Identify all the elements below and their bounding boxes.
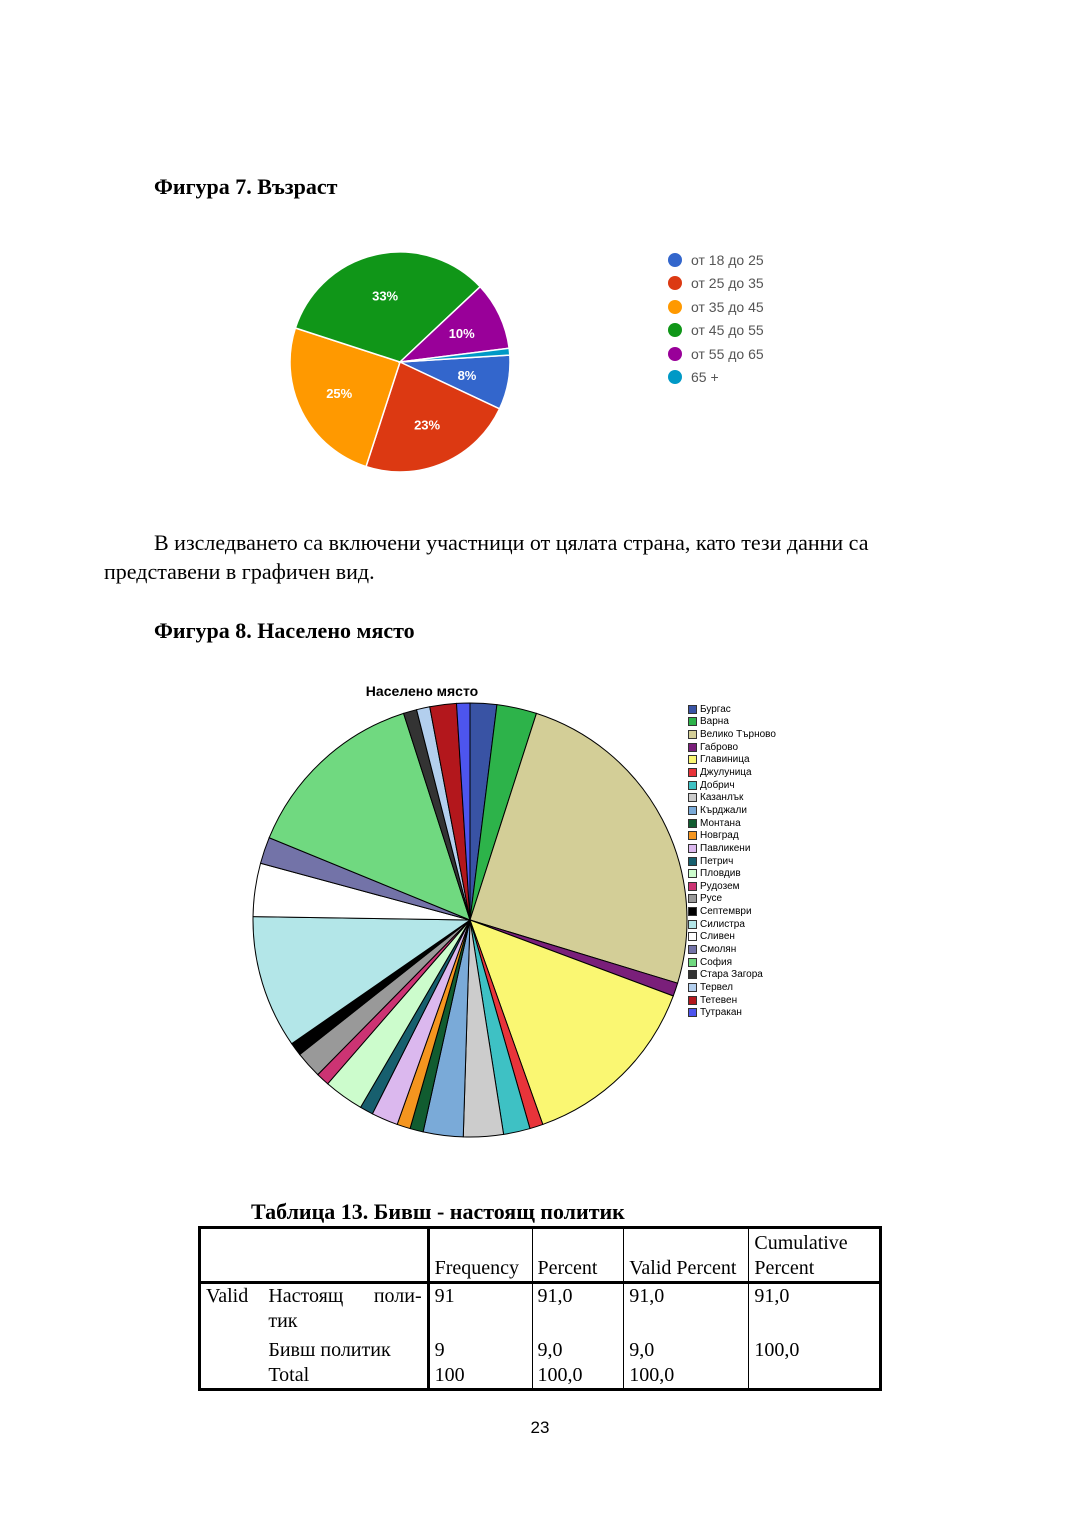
settlement-legend-label: Тутракан	[700, 1007, 742, 1019]
age-legend-item	[668, 295, 764, 319]
settlement-legend-label: Добрич	[700, 779, 735, 791]
page-number: 23	[530, 1418, 550, 1437]
row-label: Total	[268, 1364, 310, 1386]
settlement-legend-item	[688, 817, 776, 830]
settlement-legend-item	[688, 918, 776, 931]
age-legend-item	[668, 366, 764, 390]
settlement-legend-label: Бургас	[700, 703, 731, 715]
cell-cumulative	[749, 1363, 881, 1390]
cell-percent: 100,0	[532, 1363, 624, 1390]
legend-dot-icon	[668, 347, 682, 361]
settlement-legend-item	[688, 905, 776, 918]
legend-dot-icon	[668, 300, 682, 314]
cell-frequency: 9	[428, 1334, 532, 1363]
header-frequency: Frequency	[428, 1228, 532, 1283]
settlement-legend-label: Рудозем	[700, 880, 740, 892]
header-percent: Percent	[532, 1228, 624, 1283]
settlement-legend-item	[688, 968, 776, 981]
legend-swatch-icon	[688, 920, 697, 929]
age-legend	[668, 248, 764, 389]
legend-swatch-icon	[688, 882, 697, 891]
legend-swatch-icon	[688, 894, 697, 903]
legend-swatch-icon	[688, 932, 697, 941]
legend-dot-icon	[668, 323, 682, 337]
group-label: Valid	[206, 1285, 249, 1307]
cell-frequency: 100	[428, 1363, 532, 1390]
settlement-legend-item	[688, 981, 776, 994]
settlement-legend-label: Тервел	[700, 981, 733, 993]
settlement-legend-label: Тетевен	[700, 994, 738, 1006]
legend-swatch-icon	[688, 768, 697, 777]
settlement-legend-label: Габрово	[700, 741, 739, 753]
header-cumulative-line2: Percent	[754, 1257, 815, 1279]
table-row	[200, 1363, 881, 1390]
politician-frequency-table	[198, 1226, 882, 1391]
settlement-legend-label: Силистра	[700, 918, 745, 930]
settlement-legend-label: Смолян	[700, 943, 737, 955]
header-cumulative-percent	[749, 1228, 881, 1283]
cell-cumulative: 100,0	[749, 1334, 881, 1363]
age-legend-item	[668, 319, 764, 343]
settlement-legend-label: Кърджали	[700, 804, 747, 816]
legend-dot-icon	[668, 370, 682, 384]
table-13-title: Таблица 13. Бивш - настоящ политик	[251, 1199, 625, 1224]
legend-swatch-icon	[688, 730, 697, 739]
age-legend-label: от 45 до 55	[691, 322, 764, 339]
settlement-pie-chart	[248, 676, 688, 1146]
settlement-legend-label: Велико Търново	[700, 729, 776, 741]
settlement-legend-label: Стара Загора	[700, 969, 763, 981]
legend-swatch-icon	[688, 869, 697, 878]
settlement-legend-item	[688, 842, 776, 855]
settlement-legend-item	[688, 728, 776, 741]
settlement-chart-title: Населено място	[365, 683, 479, 699]
settlement-legend-item	[688, 741, 776, 754]
legend-swatch-icon	[688, 1008, 697, 1017]
settlement-legend-label: Павликени	[700, 842, 751, 854]
cell-valid-percent: 91,0	[624, 1283, 749, 1335]
settlement-legend-item	[688, 716, 776, 729]
cell-valid-percent: 9,0	[624, 1334, 749, 1363]
legend-swatch-icon	[688, 717, 697, 726]
settlement-legend-label: Варна	[700, 716, 729, 728]
age-slice-label-5: 10%	[448, 325, 475, 341]
legend-swatch-icon	[688, 819, 697, 828]
settlement-legend-item	[688, 994, 776, 1007]
settlement-legend-label: Септември	[700, 906, 752, 918]
legend-swatch-icon	[688, 755, 697, 764]
legend-swatch-icon	[688, 945, 697, 954]
settlement-legend-label: Монтана	[700, 817, 741, 829]
settlement-legend-item	[688, 943, 776, 956]
legend-swatch-icon	[688, 781, 697, 790]
age-legend-label: 65 +	[691, 369, 719, 386]
settlement-legend-item	[688, 956, 776, 969]
settlement-legend-label: Новград	[700, 830, 739, 842]
settlement-legend-label: Казанлък	[700, 792, 744, 804]
row-label-line2: тик	[268, 1310, 298, 1332]
settlement-legend-label: Джулуница	[700, 767, 752, 779]
legend-swatch-icon	[688, 996, 697, 1005]
legend-dot-icon	[668, 276, 682, 290]
table-row	[200, 1334, 881, 1363]
settlement-legend-item	[688, 791, 776, 804]
settlement-legend-label: Пловдив	[700, 868, 741, 880]
row-label: Бивш политик	[268, 1339, 391, 1361]
age-slice-label-3: 25%	[326, 385, 353, 401]
legend-swatch-icon	[688, 983, 697, 992]
legend-swatch-icon	[688, 958, 697, 967]
table-row	[200, 1283, 881, 1335]
legend-swatch-icon	[688, 970, 697, 979]
legend-swatch-icon	[688, 743, 697, 752]
settlement-legend-label: Петрич	[700, 855, 734, 867]
age-slice-label-1: 8%	[457, 367, 477, 383]
row-label-line1: Настоящ поли-	[268, 1285, 422, 1307]
age-legend-item	[668, 342, 764, 366]
age-slice-label-2: 23%	[414, 417, 441, 433]
settlement-legend-item	[688, 880, 776, 893]
settlement-legend-item	[688, 1006, 776, 1019]
legend-swatch-icon	[688, 705, 697, 714]
settlement-legend-item	[688, 893, 776, 906]
settlement-legend-item	[688, 867, 776, 880]
age-legend-label: от 35 до 45	[691, 298, 764, 315]
age-legend-label: от 25 до 35	[691, 275, 764, 292]
cell-frequency: 91	[428, 1283, 532, 1335]
legend-swatch-icon	[688, 857, 697, 866]
settlement-legend-item	[688, 766, 776, 779]
header-empty	[200, 1228, 429, 1283]
age-legend-label: от 18 до 25	[691, 251, 764, 268]
settlement-legend-item	[688, 829, 776, 842]
legend-swatch-icon	[688, 831, 697, 840]
cell-cumulative: 91,0	[749, 1283, 881, 1335]
age-slice-label-4: 33%	[372, 288, 399, 304]
age-legend-item	[668, 248, 764, 272]
settlement-legend-label: Русе	[700, 893, 723, 905]
header-cumulative-line1: Cumulative	[754, 1232, 848, 1254]
age-pie-chart	[280, 244, 520, 484]
header-valid-percent: Valid Percent	[624, 1228, 749, 1283]
cell-percent: 9,0	[532, 1334, 624, 1363]
legend-swatch-icon	[688, 907, 697, 916]
legend-dot-icon	[668, 253, 682, 267]
settlement-legend-item	[688, 855, 776, 868]
cell-percent: 91,0	[532, 1283, 624, 1335]
settlement-legend-label: Главиница	[700, 754, 750, 766]
settlement-legend-item	[688, 779, 776, 792]
settlement-legend-item	[688, 703, 776, 716]
row-label	[263, 1283, 428, 1335]
figure-8-title: Фигура 8. Населено място	[154, 618, 415, 643]
settlement-legend-item	[688, 754, 776, 767]
age-legend-item	[668, 272, 764, 296]
age-legend-label: от 55 до 65	[691, 345, 764, 362]
body-paragraph: В изследването са включени участници от цялата страна, като тези данни са представени в графичен вид.	[104, 530, 869, 584]
cell-valid-percent: 100,0	[624, 1363, 749, 1390]
settlement-legend-label: Сливен	[700, 931, 735, 943]
legend-swatch-icon	[688, 806, 697, 815]
settlement-legend-label: София	[700, 956, 733, 968]
settlement-legend-item	[688, 804, 776, 817]
settlement-legend-item	[688, 931, 776, 944]
legend-swatch-icon	[688, 793, 697, 802]
figure-7-title: Фигура 7. Възраст	[154, 174, 338, 199]
settlement-legend	[688, 703, 776, 1019]
legend-swatch-icon	[688, 844, 697, 853]
